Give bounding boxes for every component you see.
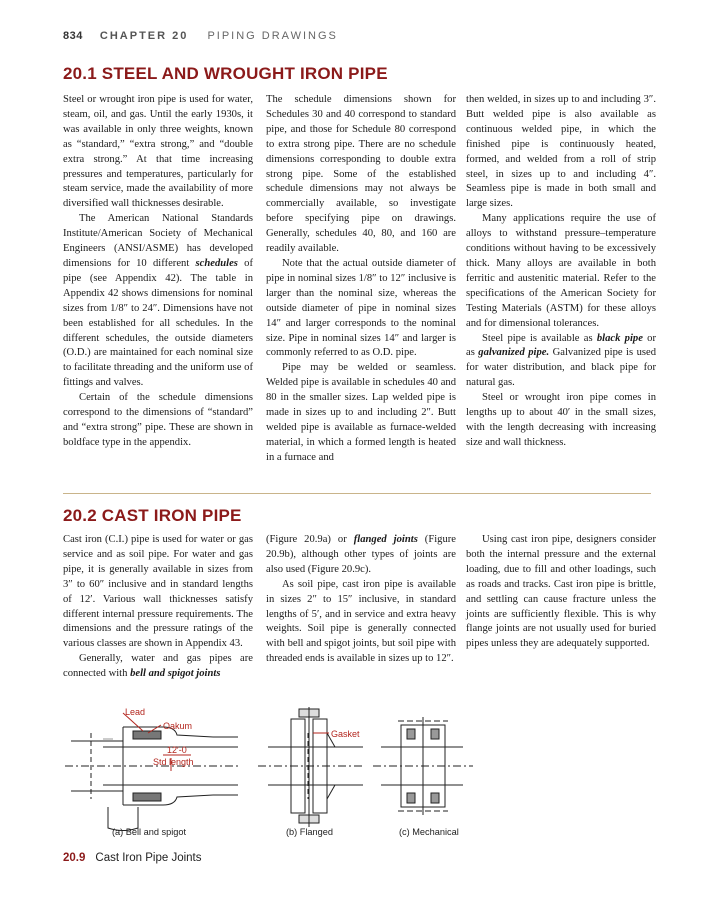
emphasis-term: black pipe [596,332,643,344]
label-length-value: 12′-0 [167,745,187,755]
section-heading-cast-iron-pipe: 20.2 CAST IRON PIPE [63,506,242,525]
emphasis-term: bell and spigot joints [130,668,221,680]
section2-column-3 [466,533,656,652]
paragraph: As soil pipe, cast iron pipe is available in sizes 2″ to 15″ inclusive, in standard lengths of 5′, and in service and extra heavy weights. Soil pipe is generally connected with bell and spigot joints, but soil pipe with threaded ends is available in sizes up to 12″. [266,578,456,665]
emphasis-term: galvanized pipe. [478,347,550,359]
section1-column-3 [466,93,656,451]
paragraph: Steel or wrought iron pipe is used for water, steam, oil, and gas. Until the early 1930s, it was available in only three weights, known as “standard,” “extra strong,” and “double extra strong.” At that time increasing pressures and temperatures, particularly for steam service, made the availability of more diversified wall thicknesses desirable. [63,94,253,210]
paragraph: then welded, in sizes up to and including 3″. Butt welded pipe is also available as continuous welded pipe, in which the finished pipe is continuously heated, formed, and welded from a roll of strip steel, in sizes up to and including 4″. Seamless pipe is made in both small and large sizes. [466,94,656,210]
caption-bell-and-spigot: (a) Bell and spigot [112,827,187,837]
label-gasket: Gasket [331,729,360,739]
section2-column-1 [63,533,253,682]
section-divider [63,493,651,494]
figure-cast-iron-joints [63,703,663,843]
section-heading-steel-pipe: 20.1 STEEL AND WROUGHT IRON PIPE [63,64,388,83]
running-header [63,30,338,42]
emphasis-term: flanged joints [353,534,418,545]
paragraph: Many applications require the use of alloys to withstand pressure–temperature conditions without having to be excessively thick. Many alloys are available in both ferritic and austenitic material. Refer to the specifications of the American Society for Testing Materials (ASTM) for these alloys and for dimensional tolerances. [466,213,656,329]
paragraph: Certain of the schedule dimensions correspond to the dimensions of “standard” and “extra strong” pipe. These are shown in boldface type in the appendix. [63,392,253,448]
emphasis-term: schedules [195,257,238,269]
paragraph: (Figure 20.9a) or flanged joints (Figure 20.9b), although other types of joints are also used (Figure 20.9c). [266,534,456,575]
page-number: 834 [63,30,83,42]
figure-title [63,852,202,864]
label-lead: Lead [125,707,146,717]
caption-mechanical: (c) Mechanical [399,827,459,837]
paragraph: Note that the actual outside diameter of pipe in nominal sizes 1/8″ to 12″ inclusive is larger than the nominal size, whereas the outside diameter of pipe in nominal sizes 14″ and larger corresponds to the nominal size. Pipe in nominal sizes 14″ and larger is commonly referred to as O.D. pipe. [266,257,456,359]
paragraph: Generally, water and gas pipes are connected with bell and spigot joints [63,653,253,680]
section1-column-1 [63,93,253,451]
paragraph: Cast iron (C.I.) pipe is used for water or gas service and as soil pipe. For water and gas pipe, it is generally available in sizes from 3″ to 60″ inclusive and in standard lengths of 12′. Various wall thicknesses satisfy different internal pressure requirements. The dimensions and the pressure ratings of the various classes are shown in Appendix 43. [63,534,253,650]
section2-column-2 [266,533,456,667]
bell-and-spigot-drawing [65,727,238,831]
label-oakum: Oakum [163,721,193,731]
mechanical-joint-drawing [373,717,473,815]
caption-flanged: (b) Flanged [286,827,333,837]
paragraph: Pipe may be welded or seamless. Welded pipe is available in schedules 40 and 80 in the smaller sizes. Lap welded pipe is made in sizes up to and including 2″. Butt welded pipe is available as furnace-welded material, in which a formed length is heated in a furnace and [266,362,456,463]
paragraph: Steel or wrought iron pipe comes in lengths up to about 40′ in the small sizes, with the length decreasing with increasing size and wall thickness. [466,392,656,448]
figure-number: 20.9 [63,852,86,864]
chapter-title: PIPING DRAWINGS [207,30,338,42]
chapter-label: CHAPTER 20 [99,30,189,42]
flanged-joint-drawing [258,707,363,827]
label-length-text: Std length [153,757,194,767]
section1-column-2 [266,93,456,466]
figure-title-text: Cast Iron Pipe Joints [95,852,202,864]
paragraph: The American National Standards Institute/American Society of Mechanical Engineers (ANSI/ASME) has developed dimensions for 10 different schedules of pipe (see Appendix 42). The table in Appendix 42 shows dimensions for nominal sizes from 1/8″ to 24″. Dimensions have not been established for all schedules. In the different schedules, the outside diameters (O.D.) are maintained for each nominal size to facilitate threading and the uniform use of fittings and valves. [63,213,253,389]
paragraph: Using cast iron pipe, designers consider both the internal pressure and the external loading, due to fill and other loadings, such as roads and tracks. Cast iron pipe is brittle, and settling can cause fracture unless the joints are sufficiently flexible. This is why flange joints are not usually used for buried pipes unless they are adequately supported. [466,534,656,650]
paragraph: Steel pipe is available as black pipe or as galvanized pipe. Galvanized pipe is used for water distribution, and black pipe for natural gas. [466,332,656,389]
paragraph: The schedule dimensions shown for Schedules 30 and 40 correspond to standard pipe, and those for Schedule 80 correspond to extra strong pipe. There are no schedule dimensions corresponding to double extra strong pipe. Some of the established schedule dimensions may not always be commercially available, so investigate before specifying pipe on drawings. Generally, schedules 40, 80, and 160 are readily available. [266,94,456,255]
